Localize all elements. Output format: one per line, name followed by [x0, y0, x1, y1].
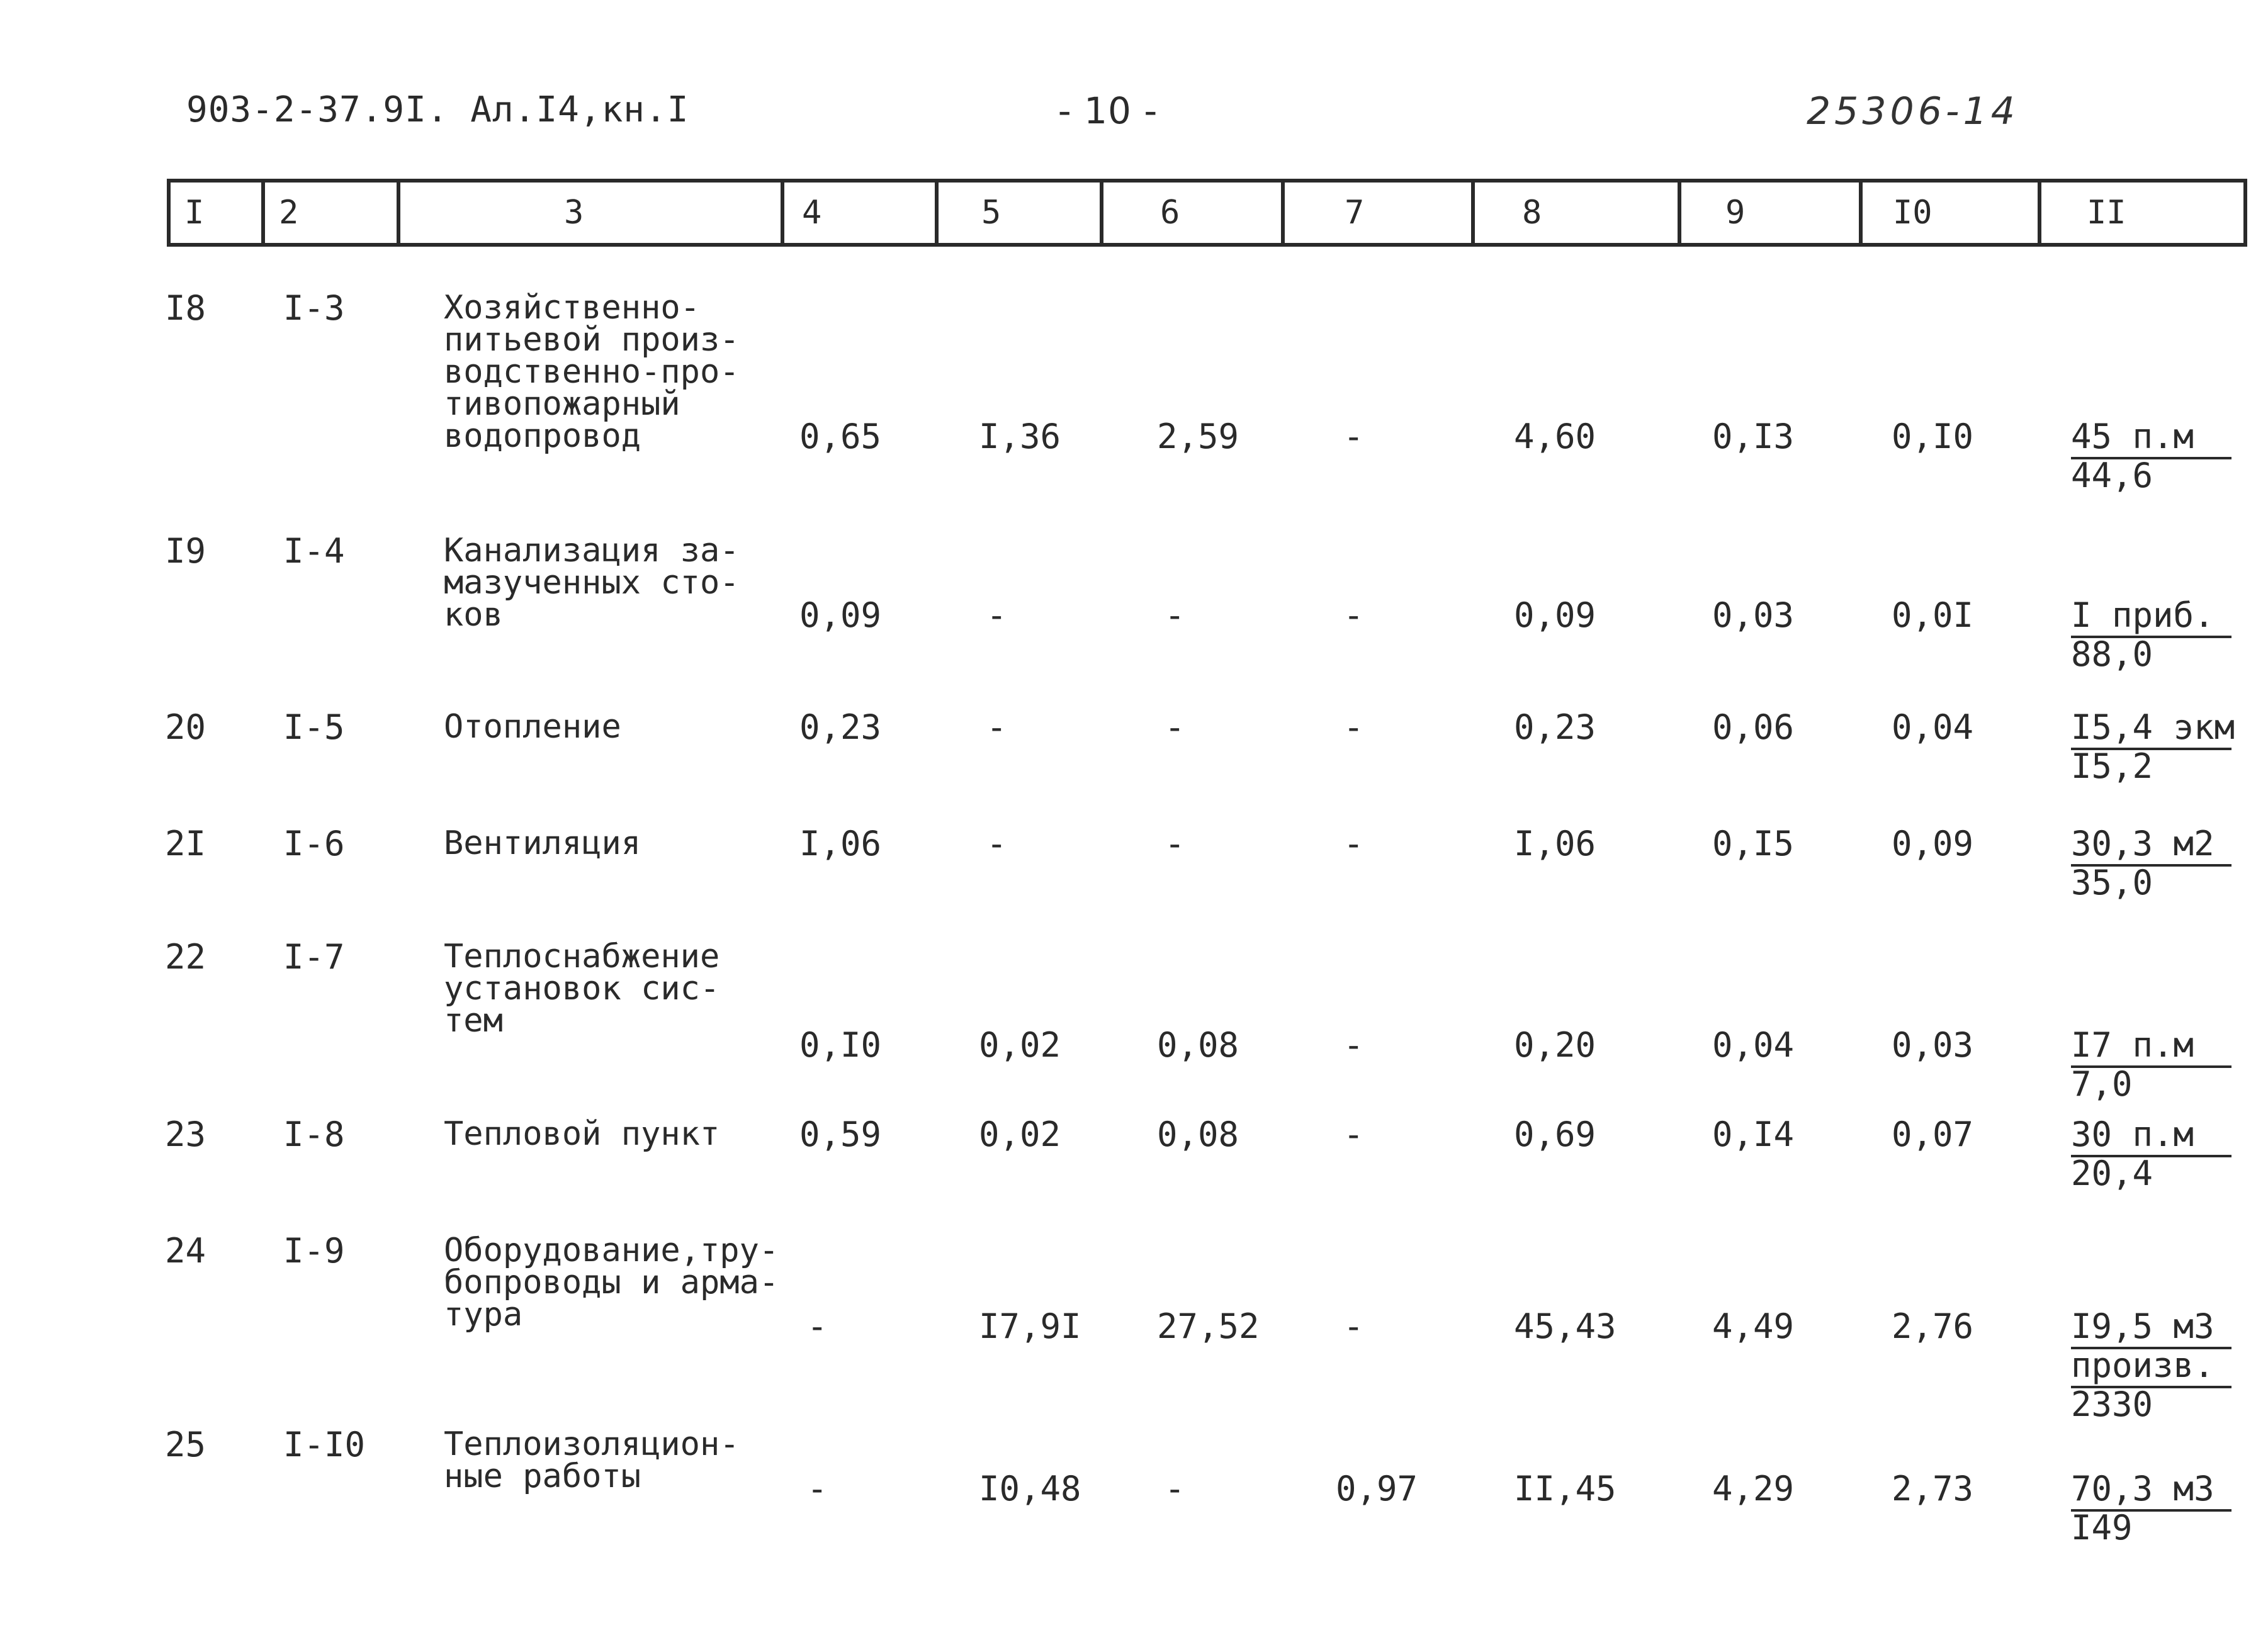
row-number: 2I	[165, 824, 206, 863]
value-c7: -	[1343, 707, 1364, 747]
column-header-label: 8	[1522, 194, 1542, 232]
quantity-value: 88,0	[2071, 634, 2153, 674]
quantity-value: 20,4	[2071, 1154, 2153, 1193]
quantity-unit: I7 п.м	[2071, 1029, 2231, 1068]
value-c8: 0,09	[1514, 595, 1596, 635]
work-name-line: Канализация за-	[444, 532, 740, 570]
table-header-row	[167, 179, 2247, 247]
work-name-line: Теплоизоляцион-	[444, 1425, 740, 1463]
value-c4: 0,23	[799, 707, 882, 747]
value-c7: -	[1343, 595, 1364, 635]
column-header	[261, 183, 397, 243]
row-number: 25	[165, 1425, 206, 1464]
quantity-value: 44,6	[2071, 456, 2153, 495]
row-number: 20	[165, 707, 206, 747]
value-c7: 0,97	[1336, 1469, 1418, 1509]
value-c10: 0,09	[1892, 824, 1974, 863]
quantity-value: 35,0	[2071, 863, 2153, 902]
value-c4: 0,09	[799, 595, 882, 635]
row-number: 23	[165, 1115, 206, 1154]
row-code: I-9	[283, 1231, 345, 1271]
value-c9: 0,03	[1712, 595, 1795, 635]
value-c8: II,45	[1514, 1469, 1616, 1509]
quantity-unit: I9,5 м3	[2071, 1310, 2231, 1349]
value-c5: 0,02	[979, 1025, 1061, 1065]
column-header-label: 3	[564, 194, 584, 232]
value-c6: 0,08	[1157, 1025, 1239, 1065]
column-header	[1859, 183, 2038, 243]
value-c8: 0,20	[1514, 1025, 1596, 1065]
quantity-value: 7,0	[2071, 1064, 2133, 1104]
value-c7: -	[1343, 417, 1364, 456]
value-c6: 27,52	[1157, 1306, 1260, 1346]
value-c10: 0,07	[1892, 1115, 1974, 1154]
value-c5: I0,48	[979, 1469, 1081, 1509]
value-c5: 0,02	[979, 1115, 1061, 1154]
column-header-label: 4	[802, 194, 822, 232]
value-c10: 2,76	[1892, 1306, 1974, 1346]
value-c7: -	[1343, 1115, 1364, 1154]
value-c5: -	[986, 824, 1007, 863]
work-name-line: мазученных сто-	[444, 564, 740, 602]
value-c5: -	[986, 595, 1007, 635]
value-c7: -	[1343, 1306, 1364, 1346]
column-header-label: I	[184, 194, 205, 232]
value-c6: 2,59	[1157, 417, 1239, 456]
column-header	[1281, 183, 1471, 243]
value-c4: I,06	[799, 824, 882, 863]
column-header-label: I0	[1893, 194, 1932, 232]
value-c4: -	[807, 1306, 828, 1346]
work-name-line: Отопление	[444, 708, 621, 746]
column-header	[1471, 183, 1678, 243]
value-c10: 0,I0	[1892, 417, 1974, 456]
quantity-unit: I приб.	[2071, 599, 2231, 638]
column-header	[2038, 183, 2247, 243]
value-c10: 0,0I	[1892, 595, 1974, 635]
work-name-line: питьевой произ-	[444, 321, 740, 359]
work-name-line: Теплоснабжение	[444, 938, 720, 975]
value-c6: -	[1165, 824, 1185, 863]
quantity-value: I5,2	[2071, 746, 2153, 786]
value-c8: 4,60	[1514, 417, 1596, 456]
row-code: I-7	[283, 937, 345, 977]
row-code: I-5	[283, 707, 345, 747]
quantity-unit: произв.	[2071, 1349, 2231, 1388]
value-c9: 4,49	[1712, 1306, 1795, 1346]
value-c10: 2,73	[1892, 1469, 1974, 1509]
row-code: I-I0	[283, 1425, 366, 1464]
row-code: I-8	[283, 1115, 345, 1154]
row-number: I8	[165, 288, 206, 328]
value-c8: 45,43	[1514, 1306, 1616, 1346]
value-c10: 0,03	[1892, 1025, 1974, 1065]
work-name-line: Оборудование,тру-	[444, 1232, 779, 1269]
work-name-line: тем	[444, 1002, 503, 1040]
value-c6: 0,08	[1157, 1115, 1239, 1154]
value-c9: 0,I3	[1712, 417, 1795, 456]
column-header	[167, 183, 261, 243]
value-c4: -	[807, 1469, 828, 1509]
value-c5: I7,9I	[979, 1306, 1081, 1346]
work-name-line: Хозяйственно-	[444, 289, 700, 327]
work-name-line: Вентиляция	[444, 824, 641, 862]
work-name-line: установок сис-	[444, 970, 720, 1008]
value-c5: I,36	[979, 417, 1061, 456]
value-c5: -	[986, 707, 1007, 747]
value-c6: -	[1165, 1469, 1185, 1509]
row-code: I-4	[283, 531, 345, 571]
column-header-label: 5	[981, 194, 1001, 232]
value-c9: 0,06	[1712, 707, 1795, 747]
handwritten-reference-number: 25306-14	[1807, 89, 2019, 133]
work-name-line: водопровод	[444, 417, 641, 455]
column-header	[397, 183, 781, 243]
work-name-line: водственно-про-	[444, 353, 740, 391]
quantity-unit: 30 п.м	[2071, 1118, 2231, 1157]
document-code: 903-2-37.9I. Ал.I4,кн.I	[186, 89, 689, 130]
work-name-line: ков	[444, 596, 503, 634]
value-c4: 0,I0	[799, 1025, 882, 1065]
column-header-label: 2	[279, 194, 299, 232]
value-c7: -	[1343, 1025, 1364, 1065]
column-header-label: 7	[1345, 194, 1365, 232]
row-code: I-6	[283, 824, 345, 863]
value-c6: -	[1165, 707, 1185, 747]
quantity-value: 2330	[2071, 1385, 2153, 1424]
work-name-line: бопроводы и арма-	[444, 1264, 779, 1301]
quantity-unit: I5,4 экм	[2071, 711, 2231, 750]
work-name-line: тура	[444, 1296, 523, 1334]
row-number: I9	[165, 531, 206, 571]
value-c9: 0,04	[1712, 1025, 1795, 1065]
quantity-value: I49	[2071, 1508, 2133, 1548]
quantity-unit: 70,3 м3	[2071, 1473, 2231, 1512]
value-c4: 0,59	[799, 1115, 882, 1154]
row-number: 22	[165, 937, 206, 977]
value-c9: 4,29	[1712, 1469, 1795, 1509]
column-header-label: II	[2087, 194, 2126, 232]
value-c7: -	[1343, 824, 1364, 863]
row-number: 24	[165, 1231, 206, 1271]
value-c9: 0,I4	[1712, 1115, 1795, 1154]
value-c8: I,06	[1514, 824, 1596, 863]
quantity-unit: 30,3 м2	[2071, 828, 2231, 867]
work-name-line: тивопожарный	[444, 385, 680, 423]
column-header	[1678, 183, 1859, 243]
value-c10: 0,04	[1892, 707, 1974, 747]
page-number: - 10 -	[1058, 89, 1158, 132]
value-c6: -	[1165, 595, 1185, 635]
column-header-label: 6	[1160, 194, 1180, 232]
value-c9: 0,I5	[1712, 824, 1795, 863]
quantity-unit: 45 п.м	[2071, 420, 2231, 459]
column-header	[781, 183, 935, 243]
value-c8: 0,23	[1514, 707, 1596, 747]
row-code: I-3	[283, 288, 345, 328]
value-c4: 0,65	[799, 417, 882, 456]
work-name-line: Тепловой пункт	[444, 1115, 720, 1153]
value-c8: 0,69	[1514, 1115, 1596, 1154]
column-header	[1100, 183, 1281, 243]
work-name-line: ные работы	[444, 1458, 641, 1495]
column-header-label: 9	[1725, 194, 1746, 232]
column-header	[935, 183, 1100, 243]
